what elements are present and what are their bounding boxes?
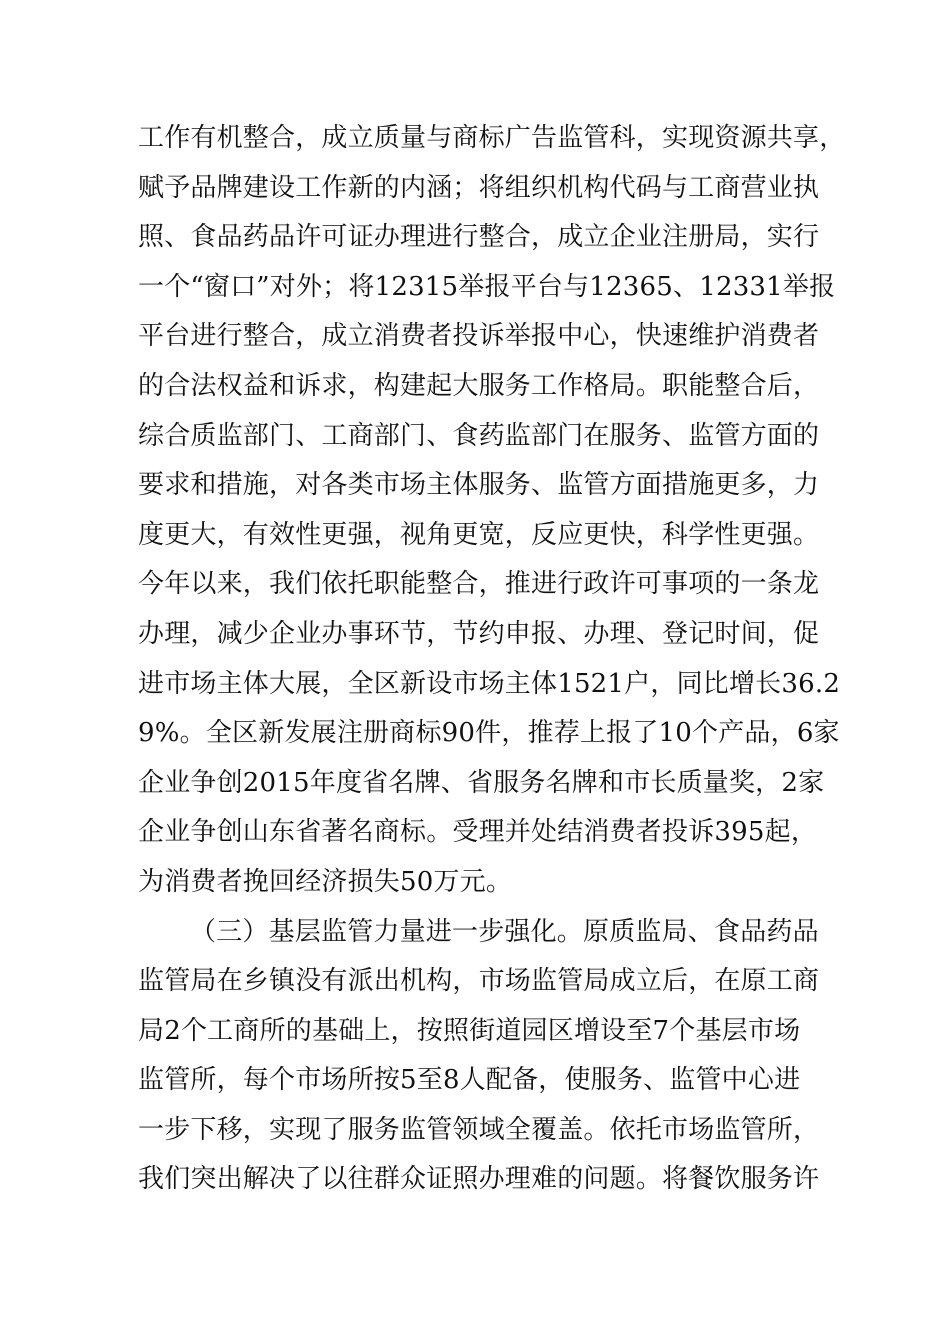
text-line: 要求和措施，对各类市场主体服务、监管方面措施更多，力 [138, 470, 820, 501]
text-line: 为消费者挽回经济损失50万元。 [138, 866, 513, 897]
text-line: 综合质监部门、工商部门、食药监部门在服务、监管方面的 [138, 420, 820, 451]
text-line: 今年以来，我们依托职能整合，推进行政许可事项的一条龙 [138, 569, 820, 600]
text-line: 的合法权益和诉求，构建起大服务工作格局。职能整合后， [138, 370, 820, 401]
section-heading-line: （三）基层监管力量进一步强化。原质监局、食品药品 [190, 916, 819, 947]
text-line: 企业争创2015年度省名牌、省服务名牌和市长质量奖，2家 [138, 767, 825, 798]
text-line: 企业争创山东省著名商标。受理并处结消费者投诉395起， [138, 817, 818, 848]
text-line: 我们突出解决了以往群众证照办理难的问题。将餐饮服务许 [138, 1164, 820, 1195]
text-line: 监管局在乡镇没有派出机构，市场监管局成立后，在原工商 [138, 966, 820, 997]
text-line: 局2个工商所的基础上，按照街道园区增设至7个基层市场 [138, 1015, 801, 1046]
text-line: 进市场主体大展，全区新设市场主体1521户，同比增长36.2 [138, 668, 841, 699]
document-body [138, 114, 846, 1205]
text-line: 一步下移，实现了服务监管领域全覆盖。依托市场监管所， [138, 1114, 820, 1145]
text-line: 度更大，有效性更强，视角更宽，反应更快，科学性更强。 [138, 519, 820, 550]
text-line: 平台进行整合，成立消费者投诉举报中心，快速维护消费者 [138, 321, 820, 352]
text-line: 一个“窗口”对外；将12315举报平台与12365、12331举报 [138, 271, 836, 302]
text-line: 9%。全区新发展注册商标90件，推荐上报了10个产品，6家 [138, 718, 840, 749]
text-line: 工作有机整合，成立质量与商标广告监管科，实现资源共享， [138, 123, 846, 153]
text-line: 赋予品牌建设工作新的内涵；将组织机构代码与工商营业执 [138, 172, 820, 203]
text-line: 监管所，每个市场所按5至8人配备，使服务、监管中心进 [138, 1065, 801, 1096]
text-line: 照、食品药品许可证办理进行整合，成立企业注册局，实行 [138, 222, 820, 253]
text-line: 办理，减少企业办事环节，节约申报、办理、登记时间，促 [138, 618, 820, 649]
